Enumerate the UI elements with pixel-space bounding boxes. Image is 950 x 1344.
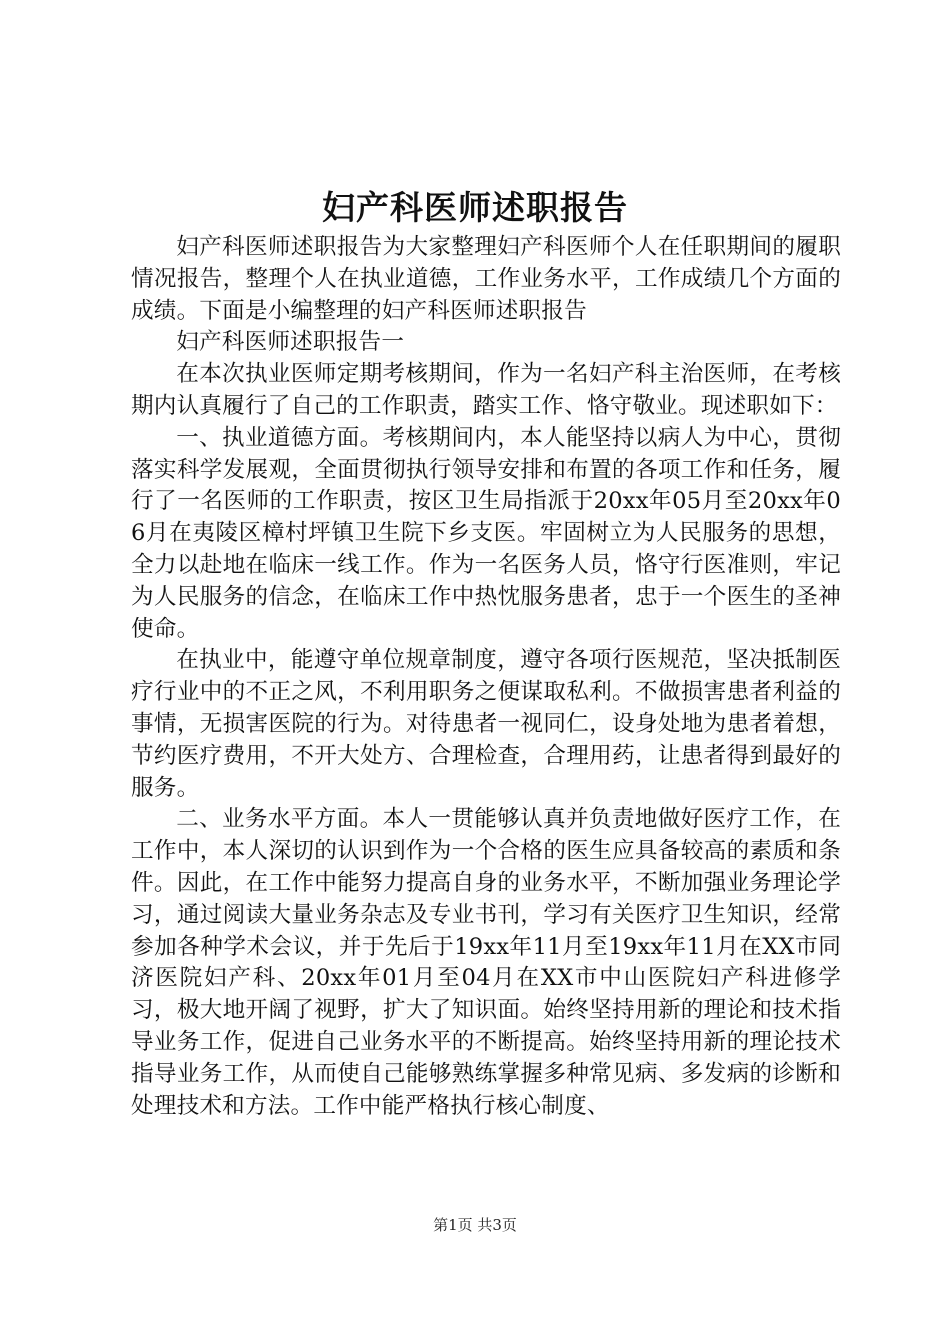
body-paragraph: 一、执业道德方面。考核期间内，本人能坚持以病人为中心，贯彻落实科学发展观，全面贯彻执行领导安排和布置的各项工作和任务，履行了一名医师的工作职责，按区卫生局指派于20xx年05月至20xx年06月在夷陵区樟村坪镇卫生院下乡支医。牢固树立为人民服务的思想，全力以赴地在临床一线工作。作为一名医务人员，恪守行医准则，牢记为人民服务的信念，在临床工作中热忱服务患者，忠于一个医生的圣神使命。 [131,424,841,642]
intro-paragraph: 妇产科医师述职报告为大家整理妇产科医师个人在任职期间的履职情况报告，整理个人在执业道德，工作业务水平，工作成绩几个方面的成绩。下面是小编整理的妇产科医师述职报告 [131,234,841,324]
document-title: 妇产科医师述职报告 [322,188,628,227]
document-body [131,232,841,1122]
body-paragraph: 二、业务水平方面。本人一贯能够认真并负责地做好医疗工作，在工作中，本人深切的认识到作为一个合格的医生应具备较高的素质和条件。因此，在工作中能努力提高自身的业务水平，不断加强业务理论学习，通过阅读大量业务杂志及专业书刊，学习有关医疗卫生知识，经常参加各种学术会议，并于先后于19xx年11月至19xx年11月在XX市同济医院妇产科、20xx年01月至04月在XX市中山医院妇产科进修学习，极大地开阔了视野，扩大了知识面。始终坚持用新的理论和技术指导业务工作，促进自己业务水平的不断提高。始终坚持用新的理论技术指导业务工作，从而使自己能够熟练掌握多种常见病、多发病的诊断和处理技术和方法。工作中能严格执行核心制度、 [131,806,841,1119]
section-heading: 妇产科医师述职报告一 [176,329,405,356]
page-number: 第1页 共3页 [433,1216,517,1234]
body-paragraph: 在执业中，能遵守单位规章制度，遵守各项行医规范，坚决抵制医疗行业中的不正之风，不利用职务之便谋取私利。不做损害患者利益的事情，无损害医院的行为。对待患者一视同仁，设身处地为患者着想，节约医疗费用，不开大处方、合理检查，合理用药，让患者得到最好的服务。 [131,647,841,801]
body-paragraph: 在本次执业医师定期考核期间，作为一名妇产科主治医师，在考核期内认真履行了自己的工作职责，踏实工作、恪守敬业。现述职如下： [131,361,841,419]
